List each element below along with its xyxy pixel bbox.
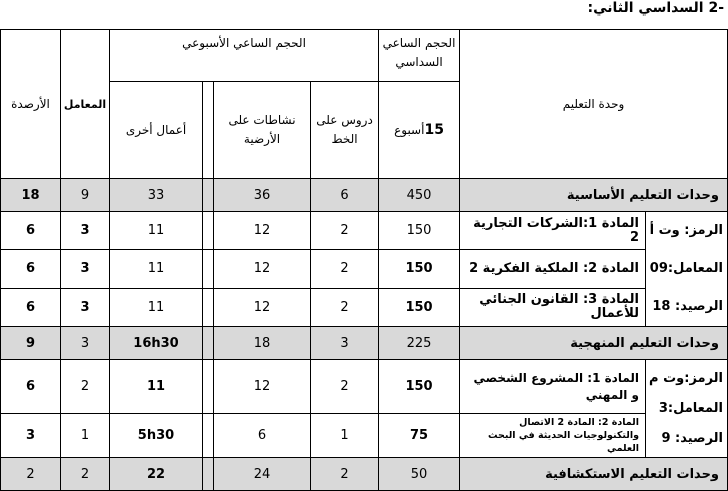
other-cell: 11 [110,360,203,414]
group-row-exploratory [1,458,728,491]
header-row-1 [1,30,728,82]
other-cell: 16h30 [110,327,203,360]
unit-coef: المعامل:09 [649,261,724,276]
subject-name: المادة 1: المشروع الشخصي و المهني [460,360,646,414]
coef-cell: 3 [61,212,110,250]
field-cell: 24 [214,458,311,491]
coef-cell: 9 [61,179,110,212]
subject-name: المادة 1:الشركات التجارية 2 [460,212,646,250]
other-cell: 11 [110,250,203,288]
unit-meta-methodological [646,360,728,458]
credits-cell: 6 [1,250,61,288]
other-cell: 11 [110,288,203,326]
online-cell: 2 [311,360,379,414]
other-cell: 33 [110,179,203,212]
semester-volume-header: الحجم الساعي السداسي [379,30,460,82]
coef-cell: 2 [61,458,110,491]
other-cell: 11 [110,212,203,250]
unit-credits: الرصيد: 18 [652,299,724,314]
online-cell: 2 [311,250,379,288]
field-cell: 12 [214,250,311,288]
online-cell: 2 [311,458,379,491]
coef-cell: 3 [61,327,110,360]
online-lessons-header: دروس على الخط [311,82,379,179]
credits-header: الأرصدة [1,30,61,179]
other-cell: 5h30 [110,414,203,458]
field-cell: 6 [214,414,311,458]
group-name: وحدات التعليم المنهجية [460,327,728,360]
subject-name: المادة 3: القانون الجنائي للأعمال [460,288,646,326]
subject-name: المادة 2: المادة 2 الاتصال والتكنولوجيات الحديثة في البحث العلمي [460,414,646,458]
semester-cell: 75 [379,414,460,458]
weeks-word: أسبوع [394,122,425,137]
unit-coef: المعامل:3 [658,400,724,416]
coef-cell: 3 [61,288,110,326]
semester-cell: 450 [379,179,460,212]
curriculum-table [0,29,728,491]
other-work-header: أعمال أخرى [110,82,203,179]
weekly-volume-header: الحجم الساعي الأسبوعي [110,30,379,82]
group-name: وحدات التعليم الأساسية [460,179,728,212]
field-cell: 12 [214,360,311,414]
credits-cell: 6 [1,360,61,414]
empty-column [203,82,214,179]
weeks-header [379,82,460,179]
credits-cell: 18 [1,179,61,212]
table-row [1,212,728,250]
unit-meta-fundamental [646,212,728,327]
unit-code: الرمز: وت أ [649,223,724,238]
weeks-number: 15 [424,121,444,138]
coef-cell: 3 [61,250,110,288]
other-cell: 22 [110,458,203,491]
semester-cell: 150 [379,250,460,288]
field-cell: 12 [214,288,311,326]
credits-cell: 6 [1,288,61,326]
unit-credits: الرصيد: 9 [661,430,724,446]
semester-cell: 150 [379,360,460,414]
credits-cell: 3 [1,414,61,458]
group-row-methodological [1,327,728,360]
credits-cell: 2 [1,458,61,491]
table-row [1,414,728,458]
field-cell: 18 [214,327,311,360]
coefficient-header: المعامل [61,30,110,179]
online-cell: 1 [311,414,379,458]
semester-cell: 150 [379,212,460,250]
semester-cell: 225 [379,327,460,360]
field-activities-header: نشاطات على الأرضية [214,82,311,179]
online-cell: 6 [311,179,379,212]
semester-cell: 50 [379,458,460,491]
coef-cell: 1 [61,414,110,458]
unit-header: وحدة التعليم [460,30,728,179]
online-cell: 2 [311,212,379,250]
table-row [1,360,728,414]
table-row [1,250,728,288]
subject-name: المادة 2: الملكية الفكرية 2 [460,250,646,288]
online-cell: 2 [311,288,379,326]
credits-cell: 9 [1,327,61,360]
online-cell: 3 [311,327,379,360]
section-heading: -2 السداسي الثاني: [587,0,724,16]
group-row-fundamental [1,179,728,212]
coef-cell: 2 [61,360,110,414]
unit-code: الرمز:وت م [649,370,724,386]
credits-cell: 6 [1,212,61,250]
field-cell: 12 [214,212,311,250]
group-name: وحدات التعليم الاستكشافية [460,458,728,491]
field-cell: 36 [214,179,311,212]
table-row [1,288,728,326]
semester-cell: 150 [379,288,460,326]
